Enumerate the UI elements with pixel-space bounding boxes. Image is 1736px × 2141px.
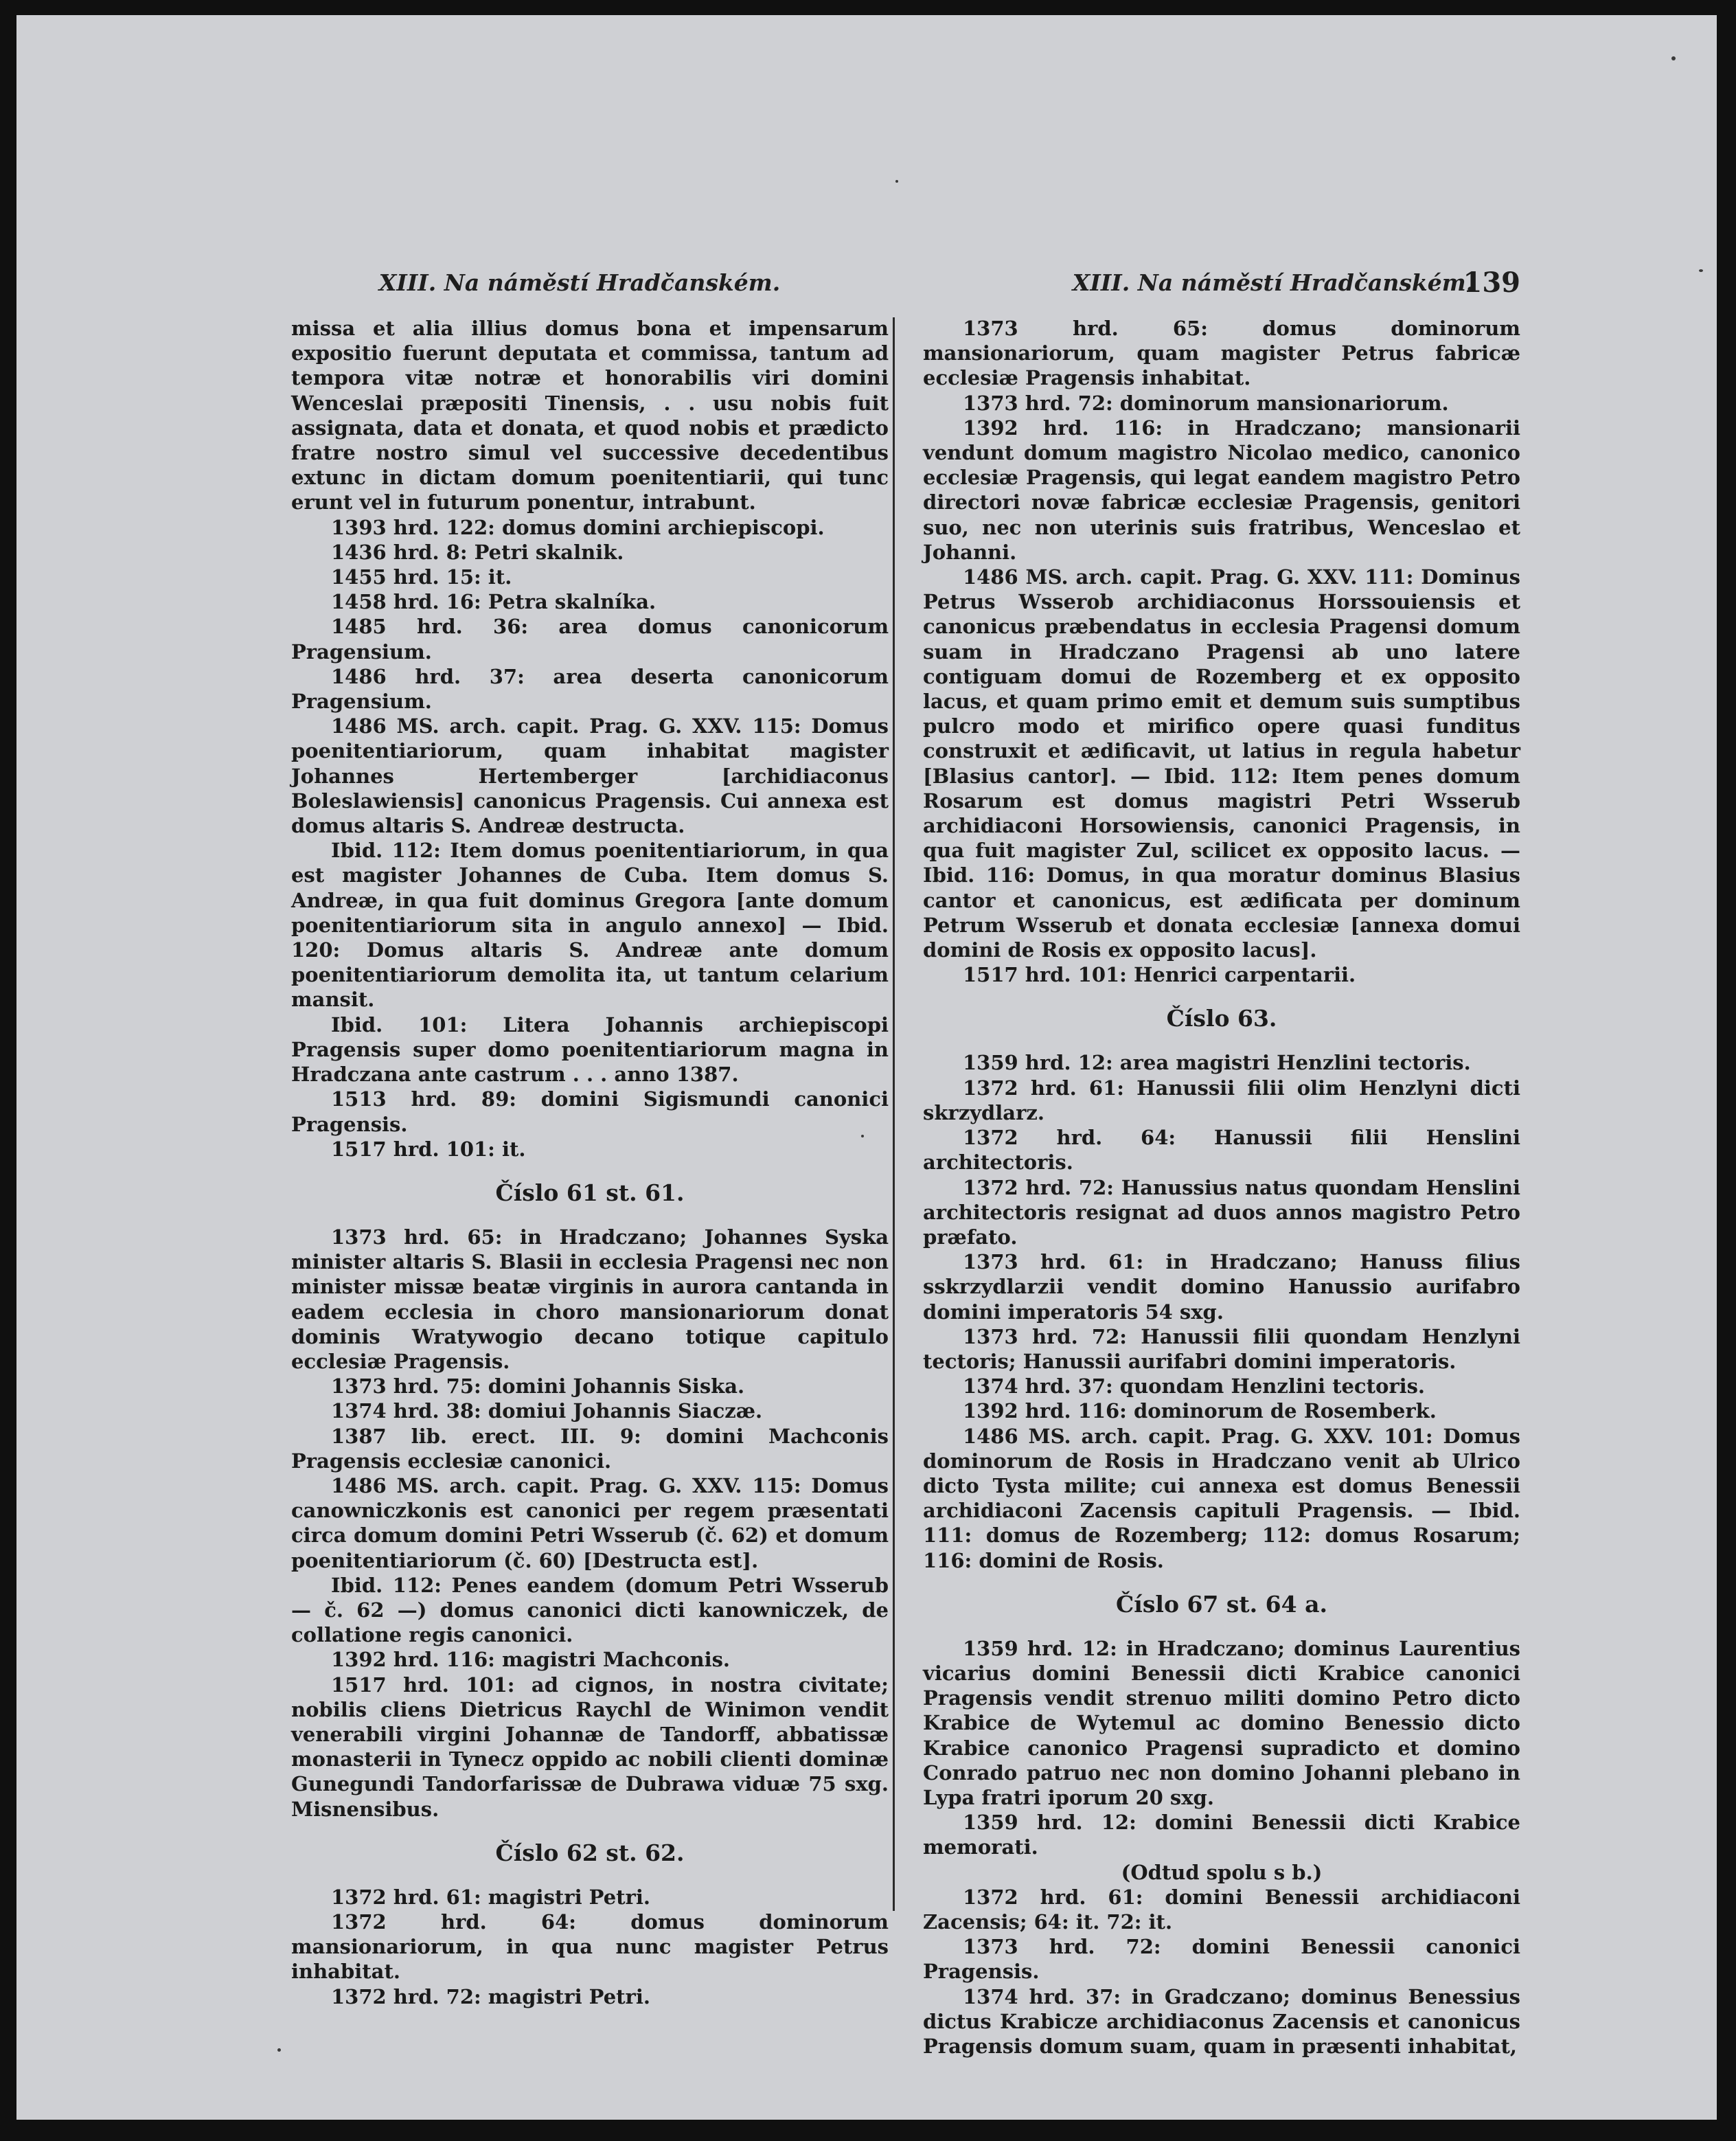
entry-paragraph: 1372 hrd. 61: Hanussii filii olim Henzlyni dicti skrzydlarz. (923, 1076, 1520, 1124)
entry-paragraph: Ibid. 112: Item domus poenitentiariorum, in qua est magister Johannes de Cuba. Item domus S. Andreæ, in qua fuit dominus Gregora [ante domum poenitentiariorum sita in angulo annexo] — Ibid. 120: Domus altaris S. Andreæ ante domum poenitentiariorum demolita ita, ut tantum celarium mansit. (291, 839, 889, 1012)
entry-paragraph: 1373 hrd. 65: in Hradczano; Johannes Syska minister altaris S. Blasii in ecclesia Pragensi nec non minister missæ beatæ virginis in aurora cantanda in eadem ecclesia in choro mansionariorum donat dominis Wratywogio decano totique capitulo ecclesiæ Pragensis. (291, 1225, 889, 1373)
entry-paragraph: 1373 hrd. 61: in Hradczano; Hanuss filius sskrzydlarzii vendit domino Hanussio aurifabro domini imperatoris 54 sxg. (923, 1250, 1520, 1324)
entry-paragraph: 1486 MS. arch. capit. Prag. G. XXV. 115: Domus poenitentiariorum, quam inhabitat magister Johannes Hertemberger [archidiaconus Boleslawiensis] canonicus Pragensis. Cui annexa est domus altaris S. Andreæ destructa. (291, 714, 889, 838)
entry-paragraph: 1372 hrd. 64: domus dominorum mansionariorum, in qua nunc magister Petrus inhabitat. (291, 1910, 889, 1984)
entry-paragraph: 1359 hrd. 12: area magistri Henzlini tectoris. (963, 1051, 1471, 1075)
entry-paragraph: 1517 hrd. 101: it. (331, 1137, 526, 1161)
entry-paragraph: 1392 hrd. 116: in Hradczano; mansionarii vendunt domum magistro Nicolao medico, canonico ecclesiæ Pragensis, qui legat eandem magistro Petro directori novæ fabricæ ecclesiæ Pragensis, genitori suo, nec non uterinis suis fratribus, Wenceslao et Johanni. (923, 416, 1520, 564)
scan-speck (1699, 269, 1703, 272)
section-heading: Číslo 67 st. 64 a. (1116, 1590, 1327, 1618)
left-column (291, 316, 889, 2008)
entry-paragraph: 1373 hrd. 65: domus dominorum mansionariorum, quam magister Petrus fabricæ ecclesiæ Pragensis inhabitat. (923, 317, 1520, 390)
entry-paragraph: 1485 hrd. 36: area domus canonicorum Pragensium. (291, 615, 889, 664)
entry-paragraph: 1373 hrd. 72: dominorum mansionariorum. (963, 391, 1449, 415)
entry-paragraph: 1373 hrd. 75: domini Johannis Siska. (331, 1374, 745, 1398)
entry-paragraph: 1372 hrd. 72: magistri Petri. (331, 1984, 650, 2008)
scan-speck (861, 1135, 864, 1137)
entry-paragraph: 1486 MS. arch. capit. Prag. G. XXV. 111: Dominus Petrus Wsserob archidiaconus Horssouiensis et canonicus præbendatus in ecclesia Pragensi domum suam in Hradczano Pragensi ab uno latere contiguam domui de Rozemberg et ex opposito lacus, et quam primo emit et demum suis sumptibus pulcro modo et mirifico opere quasi funditus construxit et ædificavit, ut latius in regula habetur [Blasius cantor]. — Ibid. 112: Item penes domum Rosarum est domus magistri Petri Wsserub archidiaconi Horsowiensis, canonici Pragensis, in qua fuit magister Zul, scilicet ex opposito lacus. — Ibid. 116: Domus, in qua moratur dominus Blasius cantor et canonicus, est ædificata per dominum Petrum Wsserub et donata ecclesiæ [annexa domui domini de Rosis ex opposito lacus]. (923, 565, 1520, 962)
entry-paragraph: 1436 hrd. 8: Petri skalnik. (331, 540, 624, 564)
scanned-page (16, 15, 1717, 2120)
entry-paragraph: 1372 hrd. 72: Hanussius natus quondam Henslini architectoris resignat ad duos annos magistro Petro præfato. (923, 1175, 1520, 1249)
centered-note: (Odtud spolu s b.) (1121, 1860, 1323, 1884)
scan-speck (895, 180, 898, 183)
entry-paragraph: 1517 hrd. 101: ad cignos, in nostra civitate; nobilis cliens Dietricus Raychl de Winimon vendit venerabili virgini Johannæ de Tandorff, abbatissæ monasterii in Tynecz oppido ac nobili clienti dominæ Gunegundi Tandorfarissæ de Dubrawa viduæ 75 sxg. Misnensibus. (291, 1673, 889, 1821)
section-heading: Číslo 63. (1166, 1005, 1277, 1032)
scan-speck (1671, 56, 1676, 60)
entry-paragraph: 1513 hrd. 89: domini Sigismundi canonici Pragensis. (291, 1087, 889, 1136)
column-divider (893, 317, 895, 1911)
entry-paragraph: 1372 hrd. 61: domini Benessii archidiaconi Zacensis; 64: it. 72: it. (923, 1885, 1520, 1934)
entry-paragraph: 1486 MS. arch. capit. Prag. G. XXV. 101: Domus dominorum de Rosis in Hradczano venit ab Ulrico dicto Tysta milite; cui annexa est domus Benessii archidiaconi Zacensis capituli Pragensis. — Ibid. 111: domus de Rozemberg; 112: domus Rosarum; 116: domini de Rosis. (923, 1424, 1520, 1572)
entry-paragraph: 1374 hrd. 37: in Gradczano; dominus Benessius dictus Krabicze archidiaconus Zacensis et canonicus Pragensis domum suam, quam in præsenti inhabitat, (923, 1984, 1520, 2058)
page-number: 139 (1463, 267, 1520, 299)
entry-paragraph: 1372 hrd. 61: magistri Petri. (331, 1885, 650, 1909)
scan-speck (277, 2048, 281, 2052)
entry-paragraph: 1458 hrd. 16: Petra skalníka. (331, 590, 656, 614)
running-head-right: XIII. Na náměstí Hradčanském. (1072, 269, 1474, 296)
running-head-left: XIII. Na náměstí Hradčanském. (378, 269, 781, 296)
entry-paragraph: Ibid. 112: Penes eandem (domum Petri Wsserub — č. 62 —) domus canonici dicti kanowniczek, de collatione regis canonici. (291, 1573, 889, 1647)
entry-paragraph: Ibid. 101: Litera Johannis archiepiscopi Pragensis super domo poenitentiariorum magna in Hradczana ante castrum . . . anno 1387. (291, 1012, 889, 1087)
entry-paragraph: 1374 hrd. 37: quondam Henzlini tectoris. (963, 1374, 1426, 1398)
right-column (923, 316, 1520, 2058)
entry-paragraph: 1373 hrd. 72: domini Benessii canonici Pragensis. (923, 1935, 1520, 1984)
entry-paragraph: 1374 hrd. 38: domiui Johannis Siaczæ. (331, 1399, 763, 1423)
entry-paragraph: 1517 hrd. 101: Henrici carpentarii. (963, 963, 1356, 987)
entry-paragraph: 1486 MS. arch. capit. Prag. G. XXV. 115: Domus canowniczkonis est canonici per regem præsentati circa domum domini Petri Wsserub (č. 62) et domum poenitentiariorum (č. 60) [Destructa est]. (291, 1473, 889, 1572)
section-heading: Číslo 61 st. 61. (495, 1179, 685, 1206)
entry-paragraph: 1372 hrd. 64: Hanussii filii Henslini architectoris. (923, 1126, 1520, 1175)
entry-paragraph: 1392 hrd. 116: dominorum de Rosemberk. (963, 1399, 1437, 1423)
entry-paragraph: 1359 hrd. 12: in Hradczano; dominus Laurentius vicarius domini Benessii dicti Krabice canonici Pragensis vendit strenuo militi domino Petro dicto Krabice de Wytemul ac domino Benessio dicto Krabice canonico Pragensi supradicto et domino Conrado patruo nec non domino Johanni plebano in Lypa fratri iporum 20 sxg. (923, 1636, 1520, 1809)
entry-paragraph: missa et alia illius domus bona et impensarum expositio fuerunt deputata et commissa, tantum ad tempora vitæ notræ et honorabilis viri domini Wenceslai præpositi Tinensis, . . usu nobis fuit assignata, data et donata, et quod nobis et prædicto fratre nostro simul vel successive decedentibus extunc in dictam domum poenitentiarii, qui tunc erunt vel in futurum ponentur, intrabunt. (291, 317, 889, 514)
entry-paragraph: 1455 hrd. 15: it. (331, 565, 512, 589)
section-heading: Číslo 62 st. 62. (495, 1839, 685, 1866)
entry-paragraph: 1373 hrd. 72: Hanussii filii quondam Henzlyni tectoris; Hanussii aurifabri domini imperatoris. (923, 1324, 1520, 1373)
entry-paragraph: 1392 hrd. 116: magistri Machconis. (331, 1648, 731, 1672)
entry-paragraph: 1387 lib. erect. III. 9: domini Machconis Pragensis ecclesiæ canonici. (291, 1424, 889, 1473)
entry-paragraph: 1393 hrd. 122: domus domini archiepiscopi. (331, 515, 825, 539)
entry-paragraph: 1486 hrd. 37: area deserta canonicorum Pragensium. (291, 664, 889, 714)
entry-paragraph: 1359 hrd. 12: domini Benessii dicti Krabice memorati. (923, 1811, 1520, 1859)
